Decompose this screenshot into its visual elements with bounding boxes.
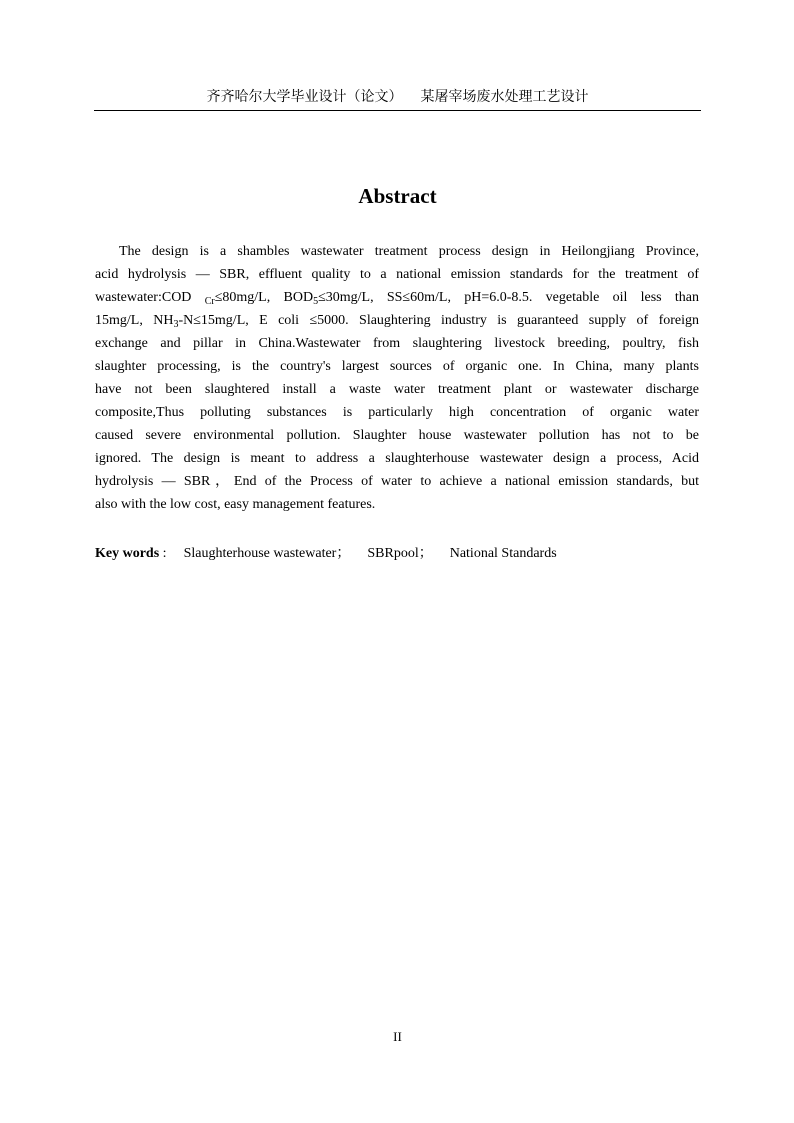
abstract-line: The design is a shambles wastewater treatment process design in Heilongjiang Province,: [119, 244, 699, 259]
abstract-line: composite,Thus polluting substances is particularly high concentration of organic water: [95, 405, 699, 420]
header-thesis-label: 齐齐哈尔大学毕业设计（论文）: [206, 89, 403, 105]
keyword-item: National Standards: [449, 546, 557, 561]
abstract-body: [95, 240, 699, 516]
abstract-line: wastewater:COD $_{Cr}$≤80mg/L, $BOD_5\le 30mg/L$, SS≤60m/L, pH=6.0-8.5. vegetable oil less than: [95, 290, 699, 307]
page-header: [94, 86, 701, 111]
abstract-line: ignored. The design is meant to address a slaughterhouse wastewater design a process, Acid: [95, 451, 699, 466]
abstract-line: 15mg/L, $NH_3-N\le 15mg/L$, E coli ≤5000. Slaughtering industry is guaranteed supply of foreign: [95, 313, 699, 330]
abstract-line: also with the low cost, easy management features.: [95, 497, 376, 512]
abstract-line: acid hydrolysis — SBR, effluent quality to a national emission standards for the treatment of: [95, 267, 699, 282]
abstract-title: Abstract: [358, 184, 437, 208]
abstract-line: have not been slaughtered install a waste water treatment plant or wastewater discharge: [95, 382, 699, 397]
keywords-line: [95, 542, 699, 565]
page-number: II: [393, 1029, 402, 1044]
keyword-item: Slaughterhouse wastewater；: [183, 546, 351, 561]
keyword-item: SBRpool；: [367, 546, 433, 561]
abstract-line: slaughter processing, is the country's largest sources of organic one. In China, many plants: [95, 359, 699, 374]
keywords-label: Key words: [95, 546, 160, 561]
abstract-line: hydrolysis — SBR，End of the Process of water to achieve a national emission standards, but: [95, 474, 699, 489]
keywords-colon: :: [162, 546, 167, 561]
abstract-line: exchange and pillar in China.Wastewater from slaughtering livestock breeding, poultry, fish: [95, 336, 699, 351]
abstract-line: caused severe environmental pollution. Slaughter house wastewater pollution has not to be: [95, 428, 699, 443]
header-thesis-title: 某屠宰场废水处理工艺设计: [420, 89, 589, 105]
